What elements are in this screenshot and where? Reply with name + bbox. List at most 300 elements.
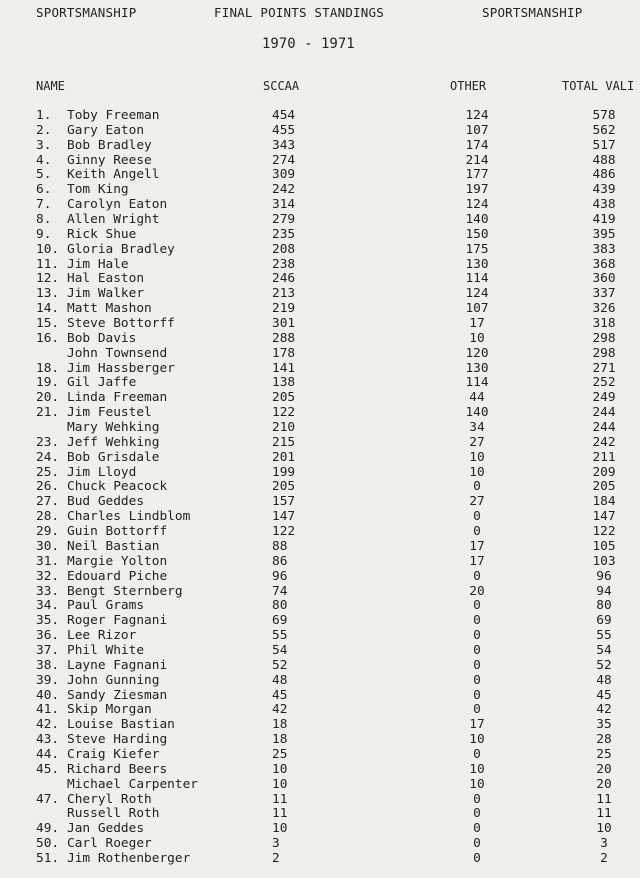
other-cell: 130 (465, 360, 489, 376)
table-row (0, 629, 640, 644)
table-row (0, 570, 640, 585)
other-cell: 17 (469, 316, 485, 332)
sccaa-cell: 96 (272, 568, 288, 584)
name-cell: Carl Roeger (67, 836, 152, 852)
sccaa-cell: 215 (272, 434, 296, 450)
sccaa-cell: 288 (272, 330, 296, 346)
column-header-sccaa: SCCAA (263, 79, 300, 93)
name-cell: Chuck Peacock (67, 479, 168, 495)
total-cell: 48 (596, 672, 612, 688)
column-header-total: TOTAL VALI (562, 79, 635, 93)
sccaa-cell: 314 (272, 197, 296, 213)
rank-cell: 26. (36, 479, 60, 495)
other-cell: 124 (465, 197, 489, 213)
rank-cell: 28. (36, 509, 60, 525)
rank-cell: 49. (36, 821, 60, 837)
sccaa-cell: 18 (272, 732, 288, 748)
sccaa-cell: 11 (272, 806, 288, 822)
name-cell: Matt Mashon (67, 301, 152, 317)
name-cell: Phil White (67, 642, 145, 658)
table-row (0, 124, 640, 139)
name-cell: Roger Fagnani (67, 613, 168, 629)
other-cell: 114 (465, 375, 489, 391)
table-row (0, 659, 640, 674)
table-row (0, 243, 640, 258)
name-cell: Steve Bottorff (67, 316, 175, 332)
total-cell: 244 (592, 405, 616, 421)
total-cell: 103 (592, 553, 616, 569)
name-cell: Hal Easton (67, 271, 145, 287)
other-cell: 0 (473, 479, 481, 495)
other-cell: 124 (465, 108, 489, 123)
rank-cell: 29. (36, 524, 60, 540)
name-cell: Allen Wright (67, 212, 160, 228)
total-cell: 25 (596, 746, 612, 762)
sccaa-cell: 178 (272, 345, 296, 361)
sccaa-cell: 309 (272, 167, 296, 183)
rank-cell: 35. (36, 613, 60, 629)
rank-cell: 31. (36, 553, 60, 569)
table-row (0, 674, 640, 689)
sccaa-cell: 242 (272, 182, 296, 198)
name-cell: Neil Bastian (67, 538, 160, 554)
name-cell: Charles Lindblom (67, 509, 191, 525)
table-row (0, 703, 640, 718)
total-cell: 368 (592, 256, 616, 272)
total-cell: 205 (592, 479, 616, 495)
other-cell: 177 (465, 167, 489, 183)
table-row (0, 154, 640, 169)
name-cell: Toby Freeman (67, 108, 160, 123)
rank-cell: 4. (36, 152, 52, 168)
total-cell: 242 (592, 434, 616, 450)
name-cell: Michael Carpenter (67, 776, 198, 792)
other-cell: 0 (473, 672, 481, 688)
table-row (0, 480, 640, 495)
rank-cell: 19. (36, 375, 60, 391)
name-cell: Jim Walker (67, 286, 145, 302)
sccaa-cell: 454 (272, 108, 296, 123)
table-row (0, 585, 640, 600)
total-cell: 45 (596, 687, 612, 703)
total-cell: 383 (592, 241, 616, 257)
rank-cell: 25. (36, 464, 60, 480)
name-cell: Bob Bradley (67, 137, 152, 153)
name-cell: Jim Feustel (67, 405, 152, 421)
name-cell: John Townsend (67, 345, 168, 361)
other-cell: 0 (473, 509, 481, 525)
total-cell: 105 (592, 538, 616, 554)
total-cell: 438 (592, 197, 616, 213)
table-row (0, 763, 640, 778)
total-cell: 10 (596, 821, 612, 837)
rank-cell: 37. (36, 642, 60, 658)
header-right-title: SPORTSMANSHIP (482, 5, 583, 20)
other-cell: 10 (469, 732, 485, 748)
rank-cell: 41. (36, 702, 60, 718)
name-cell: Jim Rothenberger (67, 850, 191, 866)
sccaa-cell: 157 (272, 494, 296, 510)
table-row (0, 837, 640, 852)
sccaa-cell: 279 (272, 212, 296, 228)
total-cell: 271 (592, 360, 616, 376)
name-cell: John Gunning (67, 672, 160, 688)
other-cell: 0 (473, 568, 481, 584)
total-cell: 419 (592, 212, 616, 228)
sccaa-cell: 235 (272, 226, 296, 242)
other-cell: 130 (465, 256, 489, 272)
name-cell: Steve Harding (67, 732, 168, 748)
sccaa-cell: 80 (272, 598, 288, 614)
table-row (0, 451, 640, 466)
sccaa-cell: 138 (272, 375, 296, 391)
sccaa-cell: 147 (272, 509, 296, 525)
rank-cell: 39. (36, 672, 60, 688)
total-cell: 439 (592, 182, 616, 198)
other-cell: 214 (465, 152, 489, 168)
sccaa-cell: 18 (272, 717, 288, 733)
other-cell: 140 (465, 212, 489, 228)
total-cell: 517 (592, 137, 616, 153)
rank-cell: 18. (36, 360, 60, 376)
name-cell: Jeff Wehking (67, 434, 160, 450)
rank-cell: 30. (36, 538, 60, 554)
name-cell: Gloria Bradley (67, 241, 175, 257)
other-cell: 0 (473, 613, 481, 629)
sccaa-cell: 11 (272, 791, 288, 807)
other-cell: 10 (469, 776, 485, 792)
table-row (0, 198, 640, 213)
total-cell: 42 (596, 702, 612, 718)
sccaa-cell: 10 (272, 776, 288, 792)
table-row (0, 599, 640, 614)
other-cell: 140 (465, 405, 489, 421)
total-cell: 488 (592, 152, 616, 168)
total-cell: 298 (592, 330, 616, 346)
name-cell: Keith Angell (67, 167, 160, 183)
sccaa-cell: 54 (272, 642, 288, 658)
sccaa-cell: 301 (272, 316, 296, 332)
name-cell: Skip Morgan (67, 702, 152, 718)
total-cell: 94 (596, 583, 612, 599)
total-cell: 252 (592, 375, 616, 391)
table-row (0, 421, 640, 436)
table-row (0, 183, 640, 198)
name-cell: Margie Yolton (67, 553, 168, 569)
name-cell: Ginny Reese (67, 152, 152, 168)
name-cell: Rick Shue (67, 226, 137, 242)
rank-cell: 32. (36, 568, 60, 584)
other-cell: 0 (473, 850, 481, 866)
total-cell: 20 (596, 761, 612, 777)
table-row (0, 347, 640, 362)
total-cell: 326 (592, 301, 616, 317)
total-cell: 28 (596, 732, 612, 748)
sccaa-cell: 219 (272, 301, 296, 317)
total-cell: 11 (596, 791, 612, 807)
table-row (0, 406, 640, 421)
rank-cell: 2. (36, 122, 52, 138)
rank-cell: 44. (36, 746, 60, 762)
rank-cell: 50. (36, 836, 60, 852)
other-cell: 27 (469, 434, 485, 450)
other-cell: 0 (473, 702, 481, 718)
total-cell: 147 (592, 509, 616, 525)
table-row (0, 228, 640, 243)
table-row (0, 540, 640, 555)
sccaa-cell: 74 (272, 583, 288, 599)
other-cell: 124 (465, 286, 489, 302)
name-cell: Guin Bottorff (67, 524, 168, 540)
rank-cell: 40. (36, 687, 60, 703)
name-cell: Bob Grisdale (67, 449, 160, 465)
total-cell: 20 (596, 776, 612, 792)
other-cell: 175 (465, 241, 489, 257)
other-cell: 44 (469, 390, 485, 406)
rank-cell: 27. (36, 494, 60, 510)
sccaa-cell: 199 (272, 464, 296, 480)
other-cell: 197 (465, 182, 489, 198)
total-cell: 249 (592, 390, 616, 406)
table-row (0, 644, 640, 659)
table-row (0, 852, 640, 867)
total-cell: 298 (592, 345, 616, 361)
rank-cell: 8. (36, 212, 52, 228)
sccaa-cell: 25 (272, 746, 288, 762)
table-row (0, 733, 640, 748)
other-cell: 107 (465, 122, 489, 138)
rank-cell: 15. (36, 316, 60, 332)
rank-cell: 38. (36, 657, 60, 673)
sccaa-cell: 45 (272, 687, 288, 703)
rank-cell: 23. (36, 434, 60, 450)
sccaa-cell: 48 (272, 672, 288, 688)
rank-cell: 9. (36, 226, 52, 242)
standings-table (0, 109, 640, 867)
total-cell: 360 (592, 271, 616, 287)
rank-cell: 45. (36, 761, 60, 777)
rank-cell: 10. (36, 241, 60, 257)
rank-cell: 24. (36, 449, 60, 465)
sccaa-cell: 52 (272, 657, 288, 673)
total-cell: 562 (592, 122, 616, 138)
other-cell: 0 (473, 524, 481, 540)
other-cell: 10 (469, 464, 485, 480)
name-cell: Sandy Ziesman (67, 687, 168, 703)
total-cell: 318 (592, 316, 616, 332)
rank-cell: 6. (36, 182, 52, 198)
table-row (0, 272, 640, 287)
rank-cell: 47. (36, 791, 60, 807)
name-cell: Jim Hale (67, 256, 129, 272)
total-cell: 486 (592, 167, 616, 183)
table-row (0, 793, 640, 808)
column-header-name: NAME (36, 79, 65, 93)
other-cell: 17 (469, 538, 485, 554)
sccaa-cell: 238 (272, 256, 296, 272)
table-row (0, 287, 640, 302)
other-cell: 150 (465, 226, 489, 242)
rank-cell: 33. (36, 583, 60, 599)
name-cell: Cheryl Roth (67, 791, 152, 807)
sccaa-cell: 205 (272, 479, 296, 495)
total-cell: 54 (596, 642, 612, 658)
name-cell: Edouard Piche (67, 568, 168, 584)
table-row (0, 718, 640, 733)
header-left-title: SPORTSMANSHIP (36, 5, 137, 20)
rank-cell: 3. (36, 137, 52, 153)
total-cell: 3 (600, 836, 608, 852)
rank-cell: 34. (36, 598, 60, 614)
name-cell: Paul Grams (67, 598, 145, 614)
sccaa-cell: 455 (272, 122, 296, 138)
total-cell: 184 (592, 494, 616, 510)
name-cell: Jan Geddes (67, 821, 145, 837)
column-header-other: OTHER (450, 79, 487, 93)
rank-cell: 12. (36, 271, 60, 287)
sccaa-cell: 213 (272, 286, 296, 302)
sccaa-cell: 343 (272, 137, 296, 153)
table-row (0, 109, 640, 124)
name-cell: Bob Davis (67, 330, 137, 346)
sccaa-cell: 141 (272, 360, 296, 376)
table-row (0, 807, 640, 822)
other-cell: 0 (473, 791, 481, 807)
other-cell: 0 (473, 821, 481, 837)
other-cell: 174 (465, 137, 489, 153)
total-cell: 395 (592, 226, 616, 242)
rank-cell: 43. (36, 732, 60, 748)
total-cell: 244 (592, 420, 616, 436)
other-cell: 27 (469, 494, 485, 510)
name-cell: Bengt Sternberg (67, 583, 183, 599)
total-cell: 35 (596, 717, 612, 733)
table-row (0, 332, 640, 347)
name-cell: Gary Eaton (67, 122, 145, 138)
total-cell: 11 (596, 806, 612, 822)
other-cell: 120 (465, 345, 489, 361)
sccaa-cell: 86 (272, 553, 288, 569)
sccaa-cell: 246 (272, 271, 296, 287)
sccaa-cell: 10 (272, 821, 288, 837)
season-label: 1970 - 1971 (262, 36, 355, 52)
sccaa-cell: 88 (272, 538, 288, 554)
other-cell: 10 (469, 449, 485, 465)
table-row (0, 555, 640, 570)
table-row (0, 168, 640, 183)
other-cell: 20 (469, 583, 485, 599)
rank-cell: 20. (36, 390, 60, 406)
rank-cell: 5. (36, 167, 52, 183)
other-cell: 0 (473, 642, 481, 658)
other-cell: 0 (473, 687, 481, 703)
total-cell: 80 (596, 598, 612, 614)
sccaa-cell: 274 (272, 152, 296, 168)
other-cell: 17 (469, 553, 485, 569)
table-row (0, 436, 640, 451)
name-cell: Lee Rizor (67, 628, 137, 644)
other-cell: 107 (465, 301, 489, 317)
name-cell: Carolyn Eaton (67, 197, 168, 213)
total-cell: 209 (592, 464, 616, 480)
name-cell: Layne Fagnani (67, 657, 168, 673)
sccaa-cell: 122 (272, 524, 296, 540)
other-cell: 0 (473, 628, 481, 644)
rank-cell: 7. (36, 197, 52, 213)
rank-cell: 42. (36, 717, 60, 733)
other-cell: 0 (473, 598, 481, 614)
rank-cell: 21. (36, 405, 60, 421)
table-row (0, 317, 640, 332)
sccaa-cell: 201 (272, 449, 296, 465)
total-cell: 52 (596, 657, 612, 673)
name-cell: Gil Jaffe (67, 375, 137, 391)
total-cell: 55 (596, 628, 612, 644)
total-cell: 337 (592, 286, 616, 302)
rank-cell: 51. (36, 850, 60, 866)
sccaa-cell: 210 (272, 420, 296, 436)
total-cell: 122 (592, 524, 616, 540)
table-row (0, 510, 640, 525)
sccaa-cell: 205 (272, 390, 296, 406)
page-title: FINAL POINTS STANDINGS (214, 5, 384, 20)
sccaa-cell: 122 (272, 405, 296, 421)
other-cell: 34 (469, 420, 485, 436)
total-cell: 96 (596, 568, 612, 584)
table-row (0, 391, 640, 406)
name-cell: Craig Kiefer (67, 746, 160, 762)
table-row (0, 822, 640, 837)
total-cell: 211 (592, 449, 616, 465)
other-cell: 0 (473, 746, 481, 762)
table-row (0, 525, 640, 540)
name-cell: Richard Beers (67, 761, 168, 777)
table-row (0, 139, 640, 154)
sccaa-cell: 10 (272, 761, 288, 777)
sccaa-cell: 69 (272, 613, 288, 629)
sccaa-cell: 3 (272, 836, 280, 852)
sccaa-cell: 208 (272, 241, 296, 257)
table-row (0, 376, 640, 391)
table-row (0, 495, 640, 510)
table-row (0, 302, 640, 317)
table-row (0, 213, 640, 228)
other-cell: 10 (469, 330, 485, 346)
other-cell: 114 (465, 271, 489, 287)
total-cell: 2 (600, 850, 608, 866)
total-cell: 578 (592, 108, 616, 123)
rank-cell: 36. (36, 628, 60, 644)
other-cell: 10 (469, 761, 485, 777)
rank-cell: 1. (36, 108, 52, 123)
table-row (0, 748, 640, 763)
name-cell: Mary Wehking (67, 420, 160, 436)
other-cell: 0 (473, 836, 481, 852)
other-cell: 0 (473, 806, 481, 822)
name-cell: Bud Geddes (67, 494, 145, 510)
sccaa-cell: 42 (272, 702, 288, 718)
name-cell: Linda Freeman (67, 390, 168, 406)
table-row (0, 466, 640, 481)
total-cell: 69 (596, 613, 612, 629)
sccaa-cell: 2 (272, 850, 280, 866)
name-cell: Louise Bastian (67, 717, 175, 733)
table-row (0, 258, 640, 273)
table-row (0, 614, 640, 629)
other-cell: 17 (469, 717, 485, 733)
other-cell: 0 (473, 657, 481, 673)
table-row (0, 778, 640, 793)
